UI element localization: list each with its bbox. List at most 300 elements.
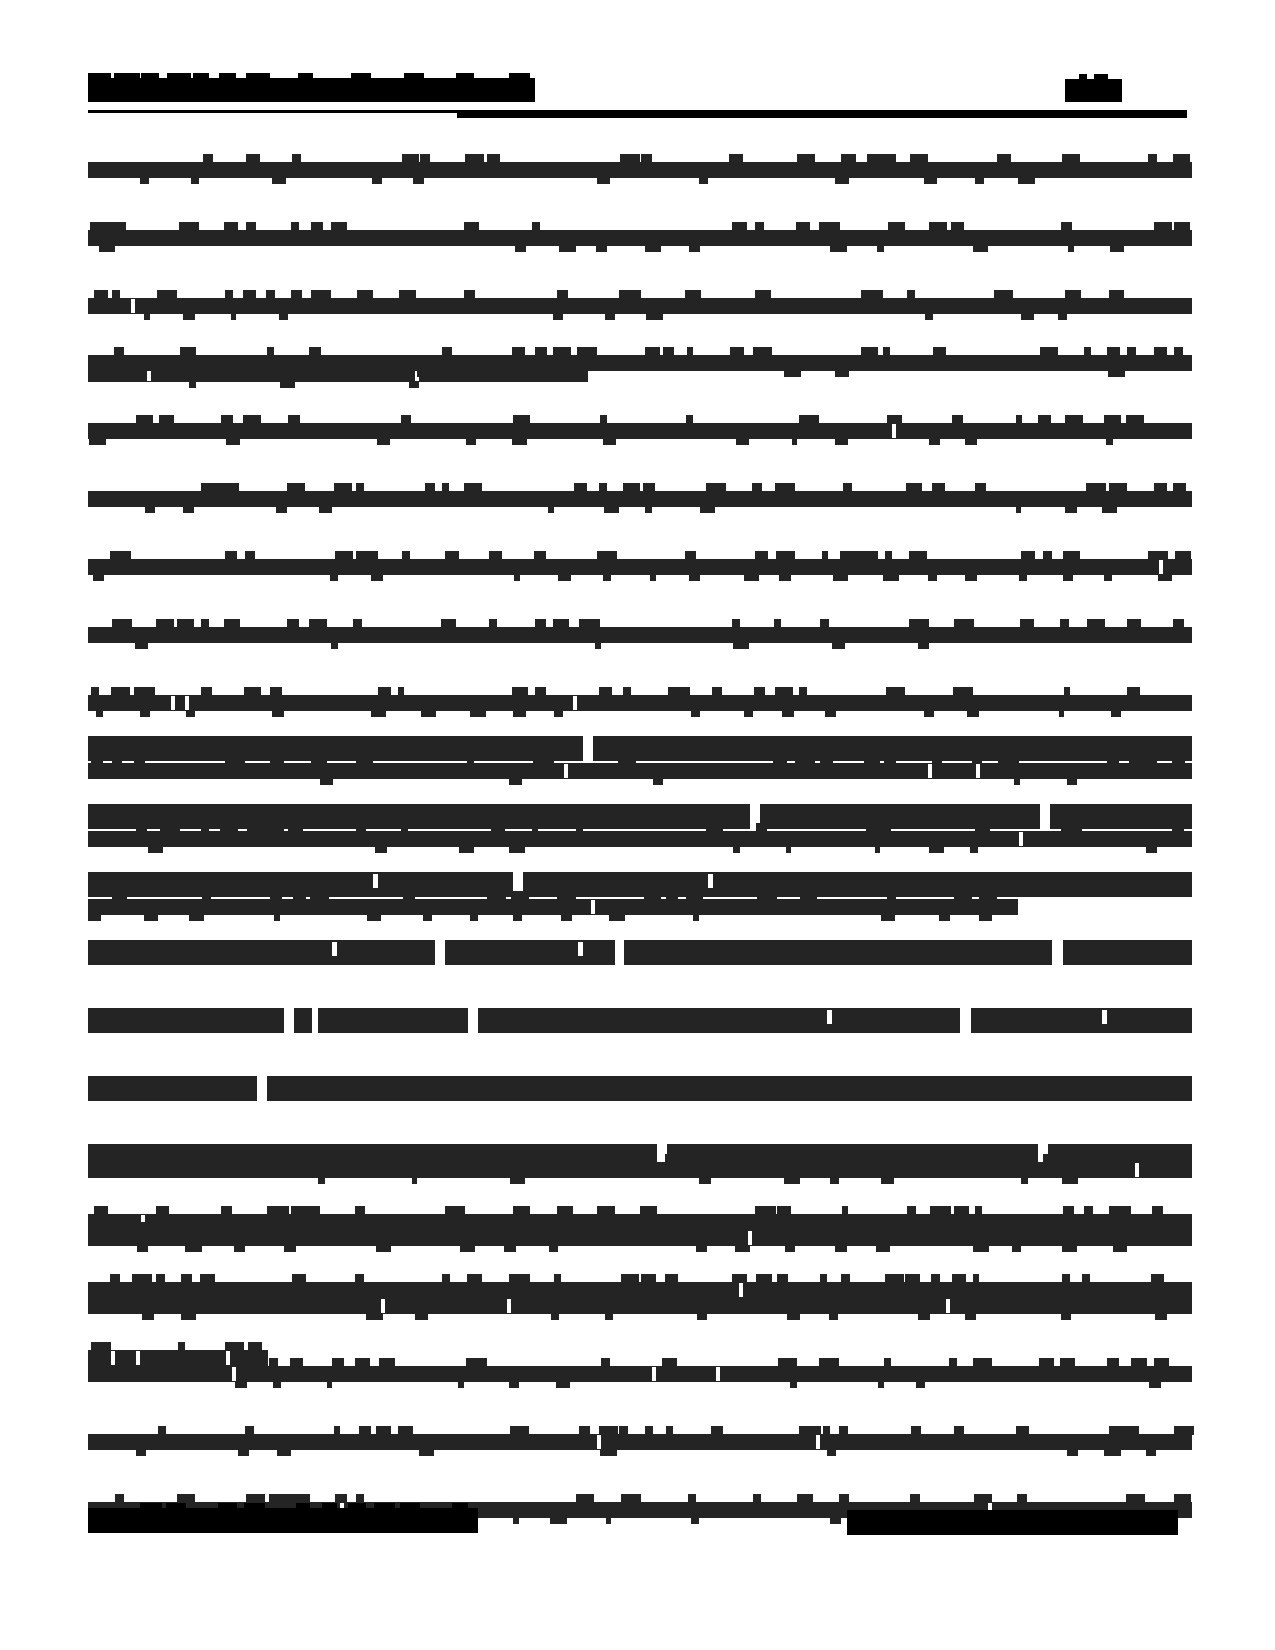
redaction-ascender (155, 1154, 167, 1163)
redaction-ascender (88, 1154, 102, 1163)
redaction-ascender (309, 347, 321, 356)
page-footer (0, 1495, 1275, 1555)
redaction-descender (929, 438, 940, 445)
redaction-xheight-band (88, 355, 1192, 371)
redaction-gap (892, 424, 896, 438)
footer-left-redaction (88, 1508, 478, 1533)
redacted-line (88, 864, 1192, 898)
redaction-ascender (822, 551, 828, 560)
redaction-ascender (906, 483, 922, 492)
redaction-descender (1012, 1245, 1021, 1252)
redaction-gap (507, 1299, 511, 1313)
redaction-ascender (776, 1154, 797, 1163)
redaction-descender (235, 1381, 247, 1388)
redaction-ascender (402, 154, 419, 163)
redaction-descender (515, 245, 526, 252)
redaction-gap (716, 1367, 720, 1381)
redaction-block (88, 940, 435, 965)
redaction-ascender (776, 551, 795, 560)
redaction-ascender (442, 347, 452, 356)
redaction-descender (835, 1245, 847, 1252)
redaction-ascender (711, 1426, 723, 1435)
redaction-descender (419, 1449, 434, 1456)
redaction-descender (1065, 506, 1077, 513)
redaction-ascender (1065, 415, 1083, 424)
redaction-ascender (332, 1358, 344, 1367)
redacted-line (88, 1288, 1192, 1322)
redaction-ascender (1084, 347, 1091, 356)
redaction-ascender (1018, 1290, 1033, 1299)
redaction-ascender (112, 619, 132, 628)
redaction-ascender (907, 1222, 925, 1231)
redaction-descender (689, 574, 700, 581)
redaction-ascender (137, 1222, 151, 1231)
redaction-descender (1146, 1449, 1156, 1456)
redaction-ascender (687, 347, 693, 356)
redaction-ascender (288, 415, 300, 424)
redaction-descender (144, 313, 150, 320)
redaction-descender (277, 1449, 291, 1456)
redaction-descender (513, 710, 526, 717)
redaction-gap (1159, 560, 1163, 574)
redaction-ascender (445, 551, 459, 560)
redaction-descender (366, 1313, 383, 1320)
redaction-xheight-band (88, 695, 1192, 711)
redaction-ascender (864, 1290, 873, 1299)
redaction-ascender (975, 1154, 985, 1163)
redaction-descender (273, 1381, 281, 1388)
redaction-descender (183, 506, 194, 513)
redaction-descender (878, 1381, 884, 1388)
redaction-descender (784, 1177, 800, 1184)
redaction-gap (827, 1010, 832, 1024)
redacted-line (88, 1000, 1192, 1034)
redaction-ascender (861, 347, 878, 356)
redaction-ascender (887, 154, 896, 163)
redaction-ascender (290, 1358, 303, 1367)
redaction-ascender (753, 347, 772, 356)
redaction-ascender (685, 551, 696, 560)
redaction-ascender (1043, 551, 1052, 560)
redaction-descender (96, 710, 103, 717)
redaction-descender (785, 1245, 795, 1252)
redaction-block (1063, 940, 1192, 965)
redaction-ascender (296, 1503, 310, 1509)
redaction-descender (1062, 1245, 1077, 1252)
redaction-ascender (1087, 619, 1105, 628)
redaction-descender (140, 177, 149, 184)
redaction-descender (504, 1245, 516, 1252)
redaction-ascender (1039, 1358, 1054, 1367)
redaction-ascender (266, 290, 275, 299)
redaction-ascender (599, 687, 612, 696)
redaction-ascender (623, 483, 640, 492)
redaction-descender (735, 1245, 750, 1252)
redaction-ascender (1175, 551, 1191, 560)
redaction-descender (1058, 313, 1067, 320)
redaction-descender (689, 245, 700, 252)
redaction-ascender (225, 551, 237, 560)
redaction-ascender (356, 483, 364, 492)
redaction-ascender (291, 222, 299, 231)
redaction-ascender (663, 347, 674, 356)
redaction-ascender (291, 290, 302, 299)
redaction-ascender (157, 290, 177, 299)
redaction-ascender (201, 619, 209, 628)
redaction-descender (965, 438, 977, 445)
redaction-ascender (839, 1426, 848, 1435)
redaction-descender (372, 177, 382, 184)
redaction-descender (646, 313, 663, 320)
redaction-ascender (823, 1426, 830, 1435)
redaction-ascender (796, 222, 810, 231)
redaction-descender (135, 642, 148, 649)
redaction-ascender (754, 687, 765, 696)
redaction-ascender (729, 154, 743, 163)
redaction-descender (1110, 245, 1124, 252)
redaction-ascender (180, 1154, 201, 1163)
redaction-descender (699, 177, 708, 184)
redaction-ascender (1173, 1154, 1181, 1163)
redaction-ascender (954, 619, 974, 628)
redaction-ascender (245, 1426, 254, 1435)
redaction-ascender (1086, 483, 1106, 492)
redaction-descender (331, 642, 338, 649)
redacted-line (88, 220, 1192, 254)
redaction-ascender (819, 222, 840, 231)
redaction-ascender (376, 1426, 391, 1435)
redaction-ascender (225, 290, 233, 299)
redaction-ascender (467, 1154, 481, 1163)
redaction-descender (604, 506, 619, 513)
redaction-descender (1068, 245, 1074, 252)
redaction-ascender (623, 687, 631, 696)
redaction-ascender (553, 347, 571, 356)
redaction-descender (371, 574, 383, 581)
redaction-descender (650, 574, 656, 581)
redaction-ascender (245, 551, 255, 560)
redaction-ascender (400, 1503, 420, 1509)
redaction-ascender (313, 1290, 334, 1299)
redaction-descender (691, 710, 700, 717)
redaction-ascender (600, 415, 607, 424)
redaction-descender (514, 574, 520, 581)
redaction-descender (700, 506, 715, 513)
redaction-ascender (888, 1154, 905, 1163)
redaction-descender (965, 574, 977, 581)
redaction-ascender (953, 1154, 968, 1163)
redaction-ascender (1016, 1426, 1029, 1435)
redaction-ascender (732, 222, 747, 231)
redaction-ascender (136, 415, 153, 424)
redaction-block (294, 1008, 312, 1033)
redaction-ascender (732, 619, 740, 628)
redaction-ascender (733, 1154, 749, 1163)
redaction-ascender (574, 483, 587, 492)
redaction-ascender (464, 290, 475, 299)
redaction-ascender (668, 687, 690, 696)
redaction-descender (97, 370, 104, 377)
redaction-descender (1021, 1177, 1028, 1184)
redaction-ascender (289, 1290, 305, 1299)
redaction-ascender (378, 687, 391, 696)
redaction-descender (973, 1245, 989, 1252)
redaction-descender (234, 1245, 245, 1252)
redaction-ascender (374, 1503, 395, 1509)
redaction-ascender (312, 1154, 327, 1163)
redaction-ascender (91, 687, 99, 696)
redaction-ascender (619, 1426, 628, 1435)
redaction-ascender (379, 1358, 395, 1367)
redaction-xheight-band (88, 1298, 1192, 1314)
redaction-descender (185, 1245, 202, 1252)
redaction-ascender (1062, 154, 1080, 163)
redaction-ascender (221, 483, 239, 492)
redaction-ascender (357, 290, 373, 299)
redaction-gap (597, 1435, 601, 1449)
redaction-ascender (269, 1358, 278, 1367)
redaction-ascender (1064, 687, 1070, 696)
redaction-descender (1104, 1449, 1121, 1456)
redaction-ascender (841, 154, 856, 163)
redaction-ascender (1108, 1222, 1118, 1231)
redaction-ascender (114, 347, 124, 356)
redaction-block (971, 1008, 1192, 1033)
redacted-line (88, 288, 1192, 322)
redaction-xheight-band (88, 423, 1192, 439)
redaction-descender (137, 1245, 148, 1252)
redaction-ascender (355, 1358, 370, 1367)
redaction-ascender (398, 687, 404, 696)
redaction-ascender (910, 154, 928, 163)
redaction-ascender (755, 290, 771, 299)
redaction-descender (792, 438, 797, 445)
redaction-ascender (866, 1222, 879, 1231)
redaction-descender (1155, 1313, 1167, 1320)
redaction-ascender (452, 1503, 468, 1509)
redaction-ascender (888, 222, 905, 231)
redaction-gap (171, 696, 175, 710)
redaction-ascender (486, 1222, 507, 1231)
redaction-ascender (224, 222, 238, 231)
redaction-descender (918, 642, 929, 649)
redaction-descender (782, 710, 794, 717)
redaction-gap (185, 696, 189, 710)
redaction-ascender (112, 222, 126, 231)
redaction-descender (512, 438, 527, 445)
redaction-descender (376, 1245, 391, 1252)
redaction-ascender (112, 1290, 130, 1299)
redaction-ascender (535, 619, 546, 628)
redaction-descender (272, 710, 284, 717)
redaction-ascender (953, 687, 973, 696)
redaction-descender (1106, 438, 1113, 445)
redacted-line (88, 345, 1192, 379)
redaction-gap (373, 874, 378, 888)
redaction-gap (652, 1367, 656, 1381)
redaction-descender (284, 1245, 296, 1252)
redaction-ascender (224, 1222, 242, 1231)
redaction-ascender (1061, 222, 1072, 231)
redacted-line (88, 152, 1192, 186)
redaction-ascender (201, 687, 212, 696)
redaction-ascender (489, 551, 502, 560)
redaction-ascender (442, 483, 449, 492)
redaction-ascender (489, 619, 497, 628)
redaction-ascender (464, 222, 479, 231)
redaction-descender (1019, 574, 1027, 581)
redaction-ascender (1173, 154, 1190, 163)
redaction-block (88, 736, 583, 761)
redaction-ascender (512, 347, 525, 356)
redaction-ascender (177, 619, 194, 628)
redaction-ascender (246, 1222, 268, 1231)
redaction-ascender (334, 1290, 354, 1299)
redaction-ascender (88, 1222, 103, 1231)
redaction-descender (279, 313, 288, 320)
redaction-ascender (623, 1154, 635, 1163)
redaction-ascender (510, 1426, 529, 1435)
redaction-ascender (532, 222, 540, 231)
redaction-gap (1102, 1010, 1107, 1024)
redaction-descender (181, 1313, 196, 1320)
redaction-ascender (267, 347, 274, 356)
redaction-ascender (1043, 1154, 1062, 1163)
redaction-ascender (773, 1222, 780, 1231)
redaction-descender (142, 1313, 154, 1320)
redaction-ascender (597, 1290, 615, 1299)
redaction-descender (877, 245, 884, 252)
redaction-gap (573, 696, 577, 710)
redaction-ascender (1154, 222, 1172, 231)
redaction-ascender (398, 1426, 413, 1435)
redaction-ascender (597, 551, 617, 560)
redaction-ascender (287, 1222, 300, 1231)
redaction-ascender (819, 1358, 839, 1367)
redaction-ascender (1132, 1222, 1146, 1231)
redaction-ascender (886, 687, 905, 696)
redaction-descender (413, 177, 424, 184)
redaction-descender (973, 245, 988, 252)
redaction-block (624, 940, 1052, 965)
redaction-ascender (1174, 222, 1190, 231)
redaction-ascender (535, 687, 546, 696)
redaction-ascender (1127, 687, 1140, 696)
redaction-ascender (685, 1222, 698, 1231)
redaction-ascender (599, 483, 607, 492)
redaction-descender (827, 1449, 836, 1456)
redaction-ascender (686, 415, 693, 424)
redaction-ascender (1038, 1222, 1054, 1231)
redaction-ascender (840, 1154, 859, 1163)
paragraph-2 (88, 345, 1192, 651)
redacted-line (88, 796, 1192, 830)
paragraph-1 (88, 152, 1192, 288)
redaction-block (318, 1008, 468, 1033)
redaction-ascender (949, 1358, 957, 1367)
redaction-descender (833, 574, 848, 581)
redaction-block (267, 1076, 1192, 1101)
redaction-descender (605, 313, 615, 320)
redaction-descender (605, 1313, 613, 1320)
redaction-descender (835, 438, 848, 445)
redaction-descender (283, 370, 298, 377)
redaction-descender (733, 642, 749, 649)
redaction-ascender (159, 415, 174, 424)
redaction-descender (645, 245, 661, 252)
redaction-descender (1158, 574, 1172, 581)
redaction-ascender (932, 483, 945, 492)
redaction-xheight-band (88, 559, 1192, 575)
redaction-descender (551, 1313, 559, 1320)
redaction-ascender (706, 483, 726, 492)
redaction-ascender (248, 1154, 260, 1163)
redaction-ascender (357, 1290, 370, 1299)
redaction-ascender (221, 1154, 231, 1163)
redaction-ascender (645, 347, 660, 356)
redaction-block (760, 804, 1040, 829)
redacted-line (88, 1356, 1192, 1390)
redaction-ascender (1173, 483, 1186, 492)
redaction-ascender (843, 483, 852, 492)
redaction-descender (556, 1381, 570, 1388)
redaction-descender (603, 574, 611, 581)
redaction-ascender (994, 290, 1013, 299)
redaction-xheight-band (88, 1366, 1192, 1382)
redaction-ascender (645, 1426, 653, 1435)
redaction-descender (319, 506, 332, 513)
redaction-descender (548, 506, 554, 513)
redaction-ascender (755, 551, 768, 560)
redaction-ascender (90, 222, 112, 231)
redaction-xheight-band (88, 627, 1192, 643)
redacted-line (88, 549, 1192, 583)
paragraph-4 (88, 1152, 1192, 1356)
redaction-ascender (244, 687, 261, 696)
redaction-ascender (885, 551, 892, 560)
redaction-descender (330, 574, 338, 581)
redaction-descender (876, 1245, 890, 1252)
redaction-ascender (154, 1290, 160, 1299)
redaction-ascender (620, 154, 640, 163)
redaction-ascender (861, 290, 883, 299)
redaction-descender (371, 710, 386, 717)
redaction-gap (578, 942, 583, 956)
redaction-ascender (111, 687, 130, 696)
redaction-descender (1061, 1313, 1071, 1320)
redaction-ascender (712, 687, 722, 696)
redaction-ascender (1107, 1358, 1119, 1367)
redaction-ascender (579, 1426, 590, 1435)
redaction-descender (140, 710, 150, 717)
redaction-descender (829, 1313, 838, 1320)
redaction-ascender (774, 619, 781, 628)
redaction-ascender (218, 1503, 237, 1509)
redaction-descender (835, 370, 849, 377)
redaction-ascender (359, 1426, 371, 1435)
redaction-ascender (140, 1503, 162, 1509)
redaction-descender (744, 710, 753, 717)
redaction-descender (603, 438, 616, 445)
redaction-gap (232, 1367, 236, 1381)
redaction-ascender (1038, 415, 1051, 424)
redaction-ascender (1109, 483, 1127, 492)
redaction-ascender (883, 347, 890, 356)
redaction-ascender (322, 1503, 337, 1509)
redaction-ascender (752, 483, 762, 492)
redaction-descender (918, 1313, 930, 1320)
redaction-ascender (1063, 551, 1080, 560)
